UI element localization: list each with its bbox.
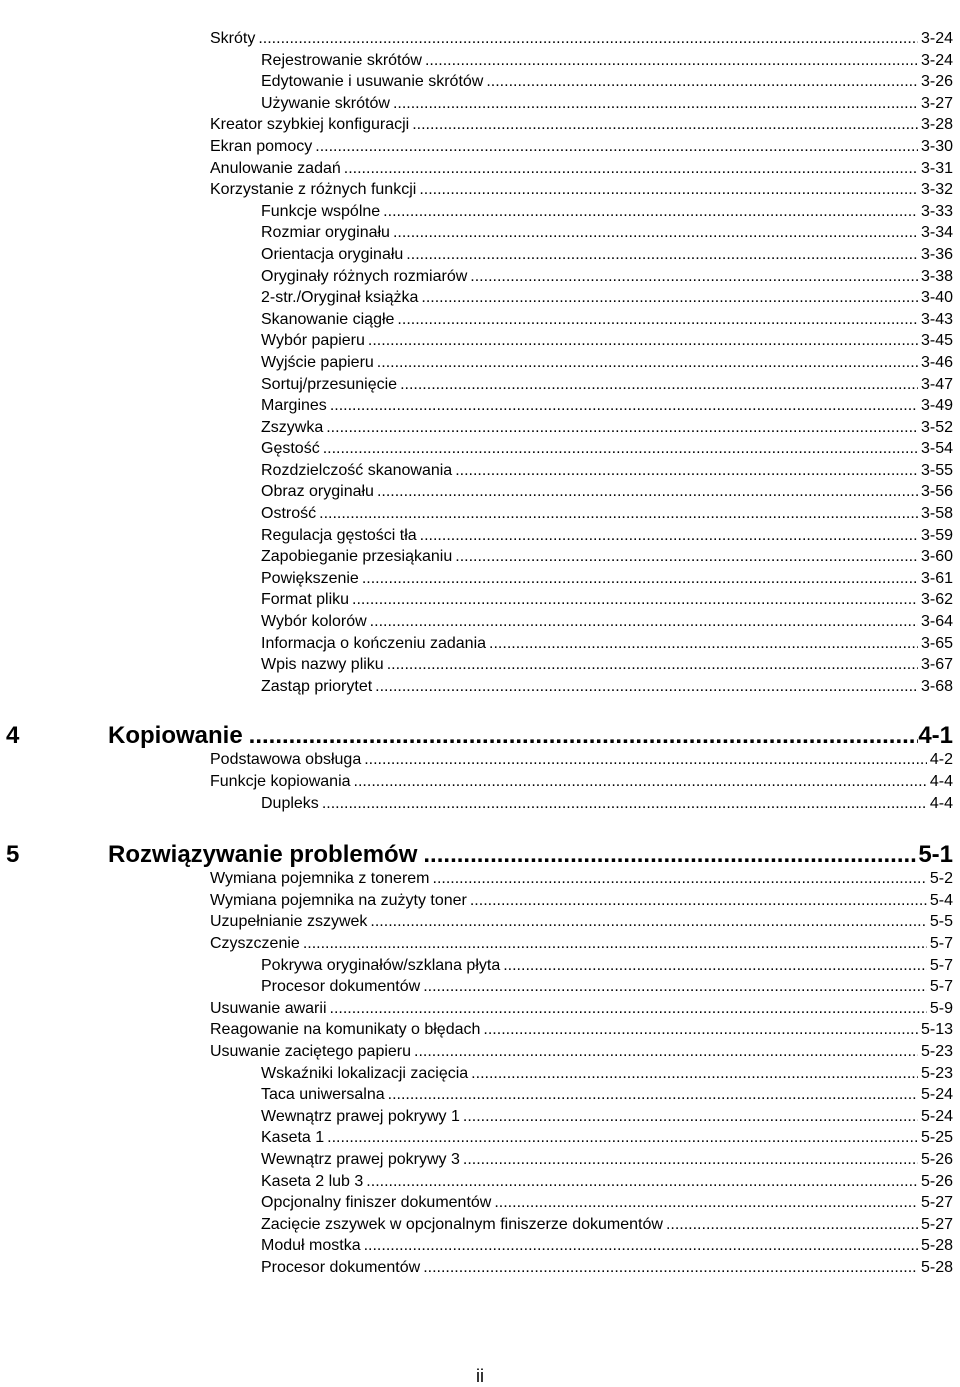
toc-entry[interactable] [0, 287, 960, 309]
section-3-entries [0, 28, 960, 697]
toc-entry-title: Ostrość [261, 505, 317, 523]
dot-leader [483, 1019, 918, 1041]
toc-entry-page: 3-54 [920, 440, 953, 458]
dot-leader [354, 771, 927, 793]
dot-leader [463, 1106, 918, 1128]
dot-leader [406, 244, 918, 266]
toc-entry-page: 3-56 [920, 483, 953, 501]
toc-entry[interactable] [0, 114, 960, 136]
toc-entry-title: Regulacja gęstości tła [261, 526, 417, 544]
dot-leader [486, 71, 918, 93]
toc-entry[interactable] [0, 136, 960, 158]
toc-entry-title: Rejestrowanie skrótów [261, 51, 422, 69]
toc-entry[interactable] [0, 93, 960, 115]
toc-entry-page: 3-52 [920, 418, 953, 436]
chapter-title: Rozwiązywanie problemów [108, 841, 418, 869]
toc-entry-title: Gęstość [261, 440, 320, 458]
toc-entry-title: Funkcje wspólne [261, 202, 381, 220]
toc-entry[interactable] [0, 222, 960, 244]
dot-leader [423, 1257, 918, 1279]
toc-entry-page: 3-40 [920, 289, 953, 307]
toc-entry-title: Dupleks [261, 794, 319, 812]
dot-leader [377, 481, 918, 503]
toc-entry[interactable] [0, 266, 960, 288]
toc-entry[interactable] [0, 633, 960, 655]
toc-entry-page: 3-65 [920, 634, 953, 652]
dot-leader [400, 374, 918, 396]
dot-leader [388, 1084, 918, 1106]
toc-entry-title: Wymiana pojemnika na zużyty toner [210, 891, 467, 909]
toc-entry[interactable] [0, 1127, 960, 1149]
toc-entry[interactable] [0, 998, 960, 1020]
toc-entry[interactable] [0, 976, 960, 998]
dot-leader [258, 28, 918, 50]
toc-entry-page: 4-4 [929, 773, 953, 790]
dot-leader [370, 611, 918, 633]
toc-entry-page: 3-43 [920, 310, 953, 328]
toc-entry-title: Wewnątrz prawej pokrywy 3 [261, 1150, 460, 1168]
toc-entry-title: Zapobieganie przesiąkaniu [261, 548, 453, 566]
dot-leader [420, 525, 918, 547]
dot-leader [383, 201, 918, 223]
dot-leader [433, 868, 927, 890]
chapter-page: 4-1 [918, 722, 953, 750]
toc-entry[interactable] [0, 201, 960, 223]
dot-leader [327, 1127, 918, 1149]
toc-entry[interactable] [0, 933, 960, 955]
toc-entry[interactable] [0, 1019, 960, 1041]
dot-leader [419, 179, 918, 201]
dot-leader [368, 330, 918, 352]
toc-entry-title: Rozmiar oryginału [261, 224, 390, 242]
toc-entry-title: Zszywka [261, 418, 324, 436]
toc-entry-page: 5-7 [929, 978, 953, 996]
toc-entry-page: 5-9 [929, 999, 953, 1017]
chapter-number: 4 [6, 722, 20, 750]
toc-entry-title: Zastąp priorytet [261, 677, 373, 695]
toc-entry-title: Orientacja oryginału [261, 245, 404, 263]
toc-entry[interactable] [0, 911, 960, 933]
toc-entry[interactable] [0, 1149, 960, 1171]
dot-leader [362, 568, 918, 590]
toc-entry[interactable] [0, 654, 960, 676]
toc-entry-page: 5-25 [920, 1129, 953, 1147]
toc-entry-page: 4-4 [929, 794, 953, 812]
toc-entry[interactable] [0, 1084, 960, 1106]
toc-entry-title: Pokrywa oryginałów/szklana płyta [261, 956, 501, 974]
toc-entry-page: 3-30 [920, 137, 953, 155]
toc-entry[interactable] [0, 771, 960, 793]
toc-entry-title: Wyjście papieru [261, 353, 374, 371]
toc-entry[interactable] [0, 1063, 960, 1085]
dot-leader [471, 1063, 918, 1085]
toc-entry[interactable] [0, 309, 960, 331]
toc-entry[interactable] [0, 676, 960, 698]
dot-leader [375, 676, 918, 698]
dot-leader [364, 749, 927, 771]
toc-entry-title: Informacja o kończeniu zadania [261, 634, 487, 652]
chapter-number: 5 [6, 841, 20, 869]
toc-entry-page: 5-23 [920, 1064, 953, 1082]
toc-entry[interactable] [0, 71, 960, 93]
toc-entry[interactable] [0, 1235, 960, 1257]
toc-entry[interactable] [0, 1171, 960, 1193]
toc-entry-title: Procesor dokumentów [261, 978, 421, 996]
chapter-4-heading[interactable] [0, 723, 960, 749]
toc-entry-title: Wymiana pojemnika z tonerem [210, 870, 430, 888]
toc-entry-page: 5-24 [920, 1086, 953, 1104]
toc-entry-title: Uzupełnianie zszywek [210, 913, 368, 931]
toc-entry[interactable] [0, 1257, 960, 1279]
toc-entry-title: Zacięcie zszywek w opcjonalnym finiszerze dokumentów [261, 1215, 663, 1233]
toc-entry-page: 3-47 [920, 375, 953, 393]
dot-leader [344, 158, 918, 180]
dot-leader [319, 503, 918, 525]
dot-leader [352, 589, 918, 611]
dot-leader [377, 352, 918, 374]
toc-entry[interactable] [0, 568, 960, 590]
toc-entry-page: 3-59 [920, 526, 953, 544]
toc-entry[interactable] [0, 158, 960, 180]
dot-leader [315, 136, 918, 158]
toc-entry-title: Kaseta 2 lub 3 [261, 1172, 364, 1190]
dot-leader [370, 911, 926, 933]
toc-entry-title: Wpis nazwy pliku [261, 656, 384, 674]
toc-entry-title: Opcjonalny finiszer dokumentów [261, 1194, 492, 1212]
toc-entry[interactable] [0, 244, 960, 266]
toc-entry[interactable] [0, 868, 960, 890]
toc-entry-page: 5-27 [920, 1215, 953, 1233]
toc-entry-page: 3-24 [920, 51, 953, 69]
toc-entry-page: 3-31 [920, 159, 953, 177]
toc-entry-page: 3-27 [920, 94, 953, 112]
dot-leader [463, 1149, 918, 1171]
table-of-contents [0, 28, 960, 1278]
toc-entry-title: Oryginały różnych rozmiarów [261, 267, 468, 285]
toc-entry-title: Kaseta 1 [261, 1129, 325, 1147]
toc-entry-title: Sortuj/przesunięcie [261, 375, 398, 393]
toc-entry[interactable] [0, 352, 960, 374]
toc-entry-title: Wewnątrz prawej pokrywy 1 [261, 1107, 460, 1125]
toc-entry-page: 5-26 [920, 1172, 953, 1190]
toc-entry-title: Funkcje kopiowania [210, 773, 351, 790]
toc-entry-page: 3-28 [920, 116, 953, 134]
toc-entry[interactable] [0, 749, 960, 771]
dot-leader [414, 1041, 918, 1063]
toc-entry-title: Używanie skrótów [261, 94, 390, 112]
toc-entry-title: Reagowanie na komunikaty o błędach [210, 1021, 481, 1039]
dot-leader [425, 50, 918, 72]
toc-entry-title: Usuwanie zaciętego papieru [210, 1042, 412, 1060]
dot-leader [393, 222, 918, 244]
toc-entry[interactable] [0, 1192, 960, 1214]
toc-entry-page: 5-2 [929, 870, 953, 888]
toc-entry[interactable] [0, 955, 960, 977]
toc-entry-page: 3-45 [920, 332, 953, 350]
toc-entry-title: Skanowanie ciągłe [261, 310, 395, 328]
toc-entry-page: 3-32 [920, 181, 953, 199]
dot-leader [393, 93, 918, 115]
toc-entry-page: 3-24 [920, 30, 953, 47]
toc-entry-page: 5-7 [929, 934, 953, 952]
toc-entry-page: 3-58 [920, 505, 953, 523]
dot-leader [366, 1171, 918, 1193]
dot-leader [503, 955, 927, 977]
toc-entry[interactable] [0, 611, 960, 633]
dot-leader [423, 976, 927, 998]
toc-entry[interactable] [0, 481, 960, 503]
page-number: ii [476, 1366, 484, 1386]
dot-leader [249, 723, 919, 749]
toc-entry-page: 3-34 [920, 224, 953, 242]
dot-leader [494, 1192, 918, 1214]
toc-entry[interactable] [0, 503, 960, 525]
toc-entry-title: Wskaźniki lokalizacji zacięcia [261, 1064, 469, 1082]
toc-entry[interactable] [0, 50, 960, 72]
toc-entry[interactable] [0, 28, 960, 50]
toc-entry-page: 5-13 [920, 1021, 953, 1039]
toc-entry[interactable] [0, 460, 960, 482]
toc-entry-page: 3-38 [920, 267, 953, 285]
toc-entry-page: 5-7 [929, 956, 953, 974]
toc-entry-page: 3-60 [920, 548, 953, 566]
dot-leader [421, 287, 918, 309]
toc-entry-title: Obraz oryginału [261, 483, 374, 501]
toc-entry-page: 5-28 [920, 1258, 953, 1276]
toc-entry[interactable] [0, 1106, 960, 1128]
toc-entry-page: 3-62 [920, 591, 953, 609]
toc-entry-page: 3-33 [920, 202, 953, 220]
toc-entry-page: 3-36 [920, 245, 953, 263]
toc-entry-title: Wybór kolorów [261, 613, 367, 631]
toc-entry-title: Czyszczenie [210, 934, 300, 952]
chapter-4-entries [0, 749, 960, 814]
toc-entry[interactable] [0, 589, 960, 611]
dot-leader [364, 1235, 918, 1257]
toc-entry-title: Moduł mostka [261, 1237, 361, 1255]
dot-leader [455, 460, 918, 482]
toc-entry-page: 4-2 [929, 751, 953, 769]
toc-entry[interactable] [0, 395, 960, 417]
toc-entry[interactable] [0, 438, 960, 460]
toc-entry[interactable] [0, 179, 960, 201]
toc-entry-page: 5-5 [929, 913, 953, 931]
chapter-title: Kopiowanie [108, 722, 243, 750]
toc-entry-page: 5-4 [929, 891, 953, 909]
dot-leader [489, 633, 918, 655]
chapter-5-entries [0, 868, 960, 1278]
toc-entry-title: Edytowanie i usuwanie skrótów [261, 73, 484, 91]
toc-entry[interactable] [0, 417, 960, 439]
toc-entry[interactable] [0, 546, 960, 568]
toc-entry[interactable] [0, 1041, 960, 1063]
toc-entry-page: 3-55 [920, 461, 953, 479]
dot-leader [330, 395, 918, 417]
toc-entry-page: 3-64 [920, 613, 953, 631]
toc-entry-page: 3-68 [920, 677, 953, 695]
toc-entry[interactable] [0, 374, 960, 396]
toc-entry-title: Ekran pomocy [210, 137, 313, 155]
dot-leader [397, 309, 918, 331]
chapter-page: 5-1 [918, 841, 953, 869]
toc-entry-title: 2-str./Oryginał książka [261, 289, 419, 307]
dot-leader [470, 266, 918, 288]
dot-leader [387, 654, 918, 676]
toc-entry-page: 5-27 [920, 1194, 953, 1212]
toc-entry[interactable] [0, 1214, 960, 1236]
dot-leader [412, 114, 918, 136]
toc-entry-page: 5-24 [920, 1107, 953, 1125]
dot-leader [330, 998, 927, 1020]
toc-entry-title: Anulowanie zadań [210, 159, 341, 177]
toc-entry-title: Skróty [210, 30, 256, 47]
toc-entry-title: Procesor dokumentów [261, 1258, 421, 1276]
dot-leader [323, 438, 918, 460]
toc-entry-title: Podstawowa obsługa [210, 751, 362, 769]
toc-entry-page: 5-28 [920, 1237, 953, 1255]
toc-entry-page: 3-46 [920, 353, 953, 371]
dot-leader [322, 793, 927, 815]
toc-entry[interactable] [0, 330, 960, 352]
toc-entry[interactable] [0, 890, 960, 912]
dot-leader [470, 890, 927, 912]
toc-entry-title: Kreator szybkiej konfiguracji [210, 116, 410, 134]
toc-entry-title: Powiększenie [261, 569, 359, 587]
chapter-5-heading[interactable] [0, 842, 960, 868]
toc-entry-page: 3-26 [920, 73, 953, 91]
toc-entry-title: Format pliku [261, 591, 350, 609]
toc-entry-page: 5-26 [920, 1150, 953, 1168]
toc-entry[interactable] [0, 793, 960, 815]
dot-leader [423, 842, 918, 868]
dot-leader [666, 1214, 918, 1236]
toc-entry-page: 3-49 [920, 397, 953, 415]
toc-entry-title: Margines [261, 397, 327, 415]
toc-entry[interactable] [0, 525, 960, 547]
toc-entry-page: 5-23 [920, 1042, 953, 1060]
toc-entry-page: 3-61 [920, 569, 953, 587]
toc-entry-page: 3-67 [920, 656, 953, 674]
dot-leader [455, 546, 918, 568]
toc-entry-title: Korzystanie z różnych funkcji [210, 181, 417, 199]
toc-entry-title: Wybór papieru [261, 332, 365, 350]
dot-leader [303, 933, 927, 955]
toc-entry-title: Usuwanie awarii [210, 999, 327, 1017]
toc-entry-title: Taca uniwersalna [261, 1086, 385, 1104]
toc-entry-title: Rozdzielczość skanowania [261, 461, 453, 479]
dot-leader [326, 417, 918, 439]
